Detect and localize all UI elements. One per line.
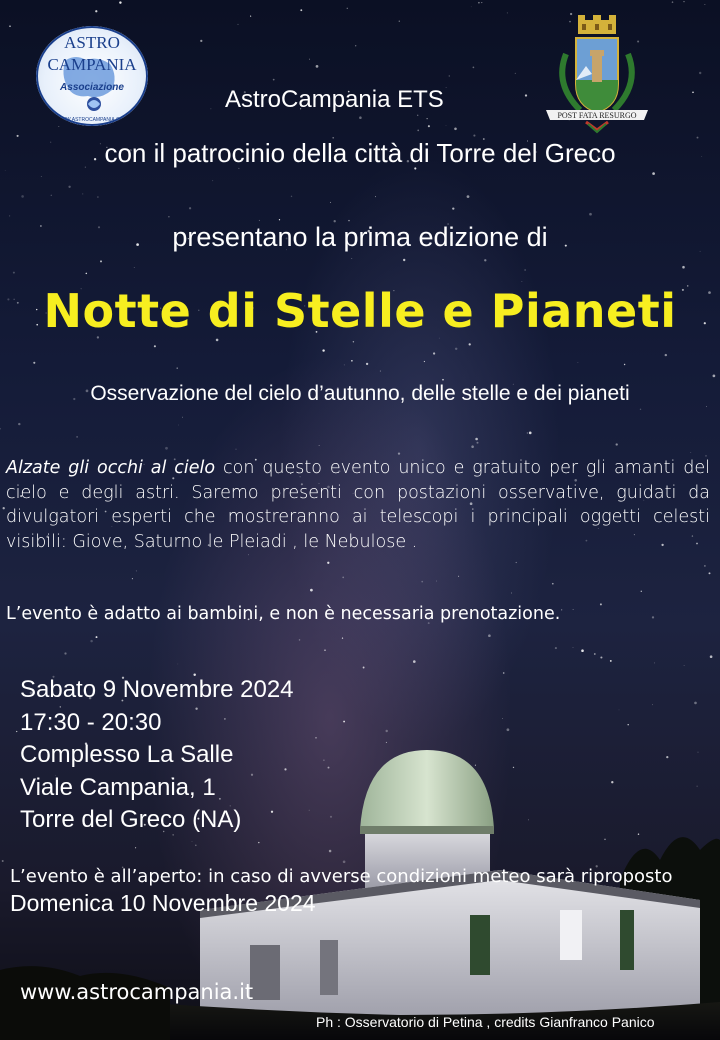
star (375, 196, 376, 197)
star (291, 196, 292, 197)
star (421, 581, 423, 583)
star (366, 363, 368, 365)
star (16, 731, 17, 732)
star (9, 25, 11, 27)
star (299, 639, 301, 641)
star (136, 570, 137, 571)
star (640, 409, 641, 410)
event-city: Torre del Greco (NA) (20, 806, 242, 833)
star (706, 406, 707, 407)
star (316, 65, 319, 68)
star (710, 655, 713, 658)
star (100, 260, 102, 262)
event-time: 17:30 - 20:30 (20, 708, 162, 736)
presenting-line: presentano la prima edizione di (172, 222, 548, 252)
event-subtitle: Osservazione del cielo d’autunno, delle stelle e dei pianeti (90, 382, 630, 405)
star (250, 16, 251, 17)
star (343, 721, 345, 723)
star (424, 361, 425, 362)
star (672, 1, 674, 3)
star (469, 343, 471, 345)
star (342, 638, 343, 639)
star (0, 428, 1, 430)
star (471, 445, 474, 448)
star (446, 125, 447, 126)
star (259, 220, 260, 221)
star (616, 443, 618, 445)
star (330, 202, 331, 203)
star (481, 2, 482, 3)
star (449, 75, 450, 76)
star (353, 341, 354, 342)
crest-motto: POST FATA RESURGO (557, 111, 637, 120)
star (454, 128, 457, 131)
star (363, 667, 365, 669)
star (600, 656, 602, 658)
star (522, 281, 523, 282)
star (344, 365, 345, 366)
patronage-line: con il patrocinio della città di Torre del Greco (104, 138, 616, 168)
photo-credit: Ph : Osservatorio di Petina , credits Gianfranco Panico (316, 1014, 655, 1030)
website-link[interactable]: www.astrocampania.it (20, 980, 254, 1004)
star (41, 176, 42, 177)
weather-warning: L’evento è all’aperto: in caso di avverse condizioni meteo sarà riproposto (10, 866, 673, 887)
star (652, 616, 654, 618)
star (624, 364, 625, 365)
star (516, 562, 517, 563)
star (446, 87, 447, 88)
event-title: Notte di Stelle e Pianeti (43, 284, 677, 338)
star (248, 554, 249, 555)
star (96, 636, 98, 638)
star (699, 72, 701, 74)
star (683, 1, 684, 2)
star (652, 172, 655, 175)
star (385, 730, 387, 732)
star (132, 578, 133, 579)
star (561, 609, 562, 610)
star (90, 640, 92, 642)
star (690, 452, 691, 453)
star (5, 170, 6, 171)
star (359, 116, 362, 119)
star (327, 562, 329, 564)
star (471, 6, 472, 7)
star (473, 67, 475, 69)
star (484, 259, 486, 261)
star (322, 349, 324, 351)
star (442, 379, 444, 381)
star (168, 216, 169, 217)
star (417, 130, 419, 132)
star (216, 339, 219, 342)
star (573, 609, 574, 610)
star (488, 634, 491, 637)
star (18, 423, 20, 425)
star (555, 647, 557, 649)
star (380, 371, 381, 372)
star (652, 704, 653, 705)
torre-del-greco-crest (540, 14, 654, 134)
star (515, 73, 516, 74)
star (300, 9, 302, 11)
star (713, 375, 716, 378)
event-date: Sabato 9 Novembre 2024 (20, 676, 294, 703)
star (355, 45, 356, 46)
star (473, 135, 475, 137)
star (684, 665, 685, 666)
star (665, 354, 667, 356)
star (525, 94, 527, 96)
star (467, 195, 470, 198)
star (119, 1, 121, 3)
star (310, 589, 313, 592)
star (76, 436, 78, 438)
star (704, 565, 706, 567)
star (502, 718, 503, 719)
star (68, 186, 70, 188)
star (342, 577, 344, 579)
star (619, 710, 620, 711)
star (529, 432, 532, 435)
star (477, 442, 479, 444)
event-venue: Complesso La Salle (20, 741, 234, 768)
star (64, 652, 66, 654)
star (581, 649, 584, 652)
star (51, 195, 52, 196)
star (413, 660, 416, 663)
star (610, 660, 612, 662)
event-details (20, 674, 294, 837)
logo-text-astro: ASTRO (64, 33, 120, 52)
star (3, 507, 5, 509)
star (433, 352, 435, 354)
star (475, 438, 478, 441)
star (573, 647, 574, 648)
star (9, 215, 10, 216)
star (351, 258, 352, 259)
star (95, 10, 97, 12)
alternate-date: Domenica 10 Novembre 2024 (10, 890, 316, 916)
star (507, 728, 510, 731)
star (398, 452, 400, 454)
logo-text-associazione: Associazione (60, 82, 124, 93)
star (86, 273, 88, 275)
star (309, 59, 310, 60)
logo-text-campania: CAMPANIA (47, 55, 137, 74)
star (21, 195, 24, 198)
star (324, 650, 325, 651)
star (33, 362, 35, 364)
star (527, 432, 528, 433)
star (319, 445, 320, 446)
star (165, 447, 168, 450)
star (503, 672, 505, 674)
star (351, 360, 353, 362)
star (428, 125, 430, 127)
star (417, 115, 418, 116)
logo-text-url: WWW.ASTROCAMPANIA.ORG (56, 117, 128, 123)
star (82, 193, 83, 194)
star (177, 664, 178, 665)
star (399, 21, 400, 22)
star (17, 135, 19, 137)
event-address: Viale Campania, 1 (20, 773, 216, 801)
star (436, 581, 437, 582)
star (177, 367, 178, 368)
star (212, 180, 213, 181)
star (654, 662, 655, 663)
star (279, 219, 280, 220)
star (507, 12, 508, 13)
star (347, 8, 348, 9)
star (511, 593, 512, 594)
star (178, 425, 179, 426)
star (315, 737, 317, 739)
star (589, 213, 592, 216)
star (552, 583, 554, 585)
star (97, 196, 99, 198)
star (578, 362, 579, 363)
astrocampania-logo (36, 26, 148, 126)
star (478, 2, 480, 4)
star (238, 24, 239, 25)
star (134, 267, 135, 268)
star (704, 4, 705, 5)
star (458, 576, 459, 577)
star (154, 345, 156, 347)
star (403, 259, 405, 261)
star (13, 272, 15, 274)
star (692, 91, 694, 93)
star (182, 417, 183, 418)
star (641, 591, 642, 592)
booking-note: L’evento è adatto ai bambini, e non è necessaria prenotazione. (6, 604, 561, 624)
star (210, 108, 211, 109)
star (58, 126, 59, 127)
star (452, 207, 454, 209)
star (594, 653, 596, 655)
star (682, 266, 685, 269)
star (200, 40, 202, 42)
star (627, 724, 628, 725)
star (709, 572, 711, 574)
description-body: con questo evento unico e gratuito per gli amanti del cielo e degli astri. Saremo presenti con postazioni osservative, guidati da divulgatori esperti che mostreranno ai telescopi i principali oggetti celesti visibili: Giove, Saturno le Pleiadi , le Nebulose . (6, 458, 710, 552)
star (427, 118, 428, 119)
organizer-name: AstroCampania ETS (225, 86, 444, 113)
star (189, 207, 191, 209)
star (524, 269, 525, 270)
star (600, 603, 602, 605)
star (455, 348, 457, 350)
description-lead: Alzate gli occhi al cielo (6, 458, 216, 478)
star (236, 449, 237, 450)
star (273, 79, 275, 81)
event-description (6, 456, 710, 554)
star (694, 702, 697, 705)
